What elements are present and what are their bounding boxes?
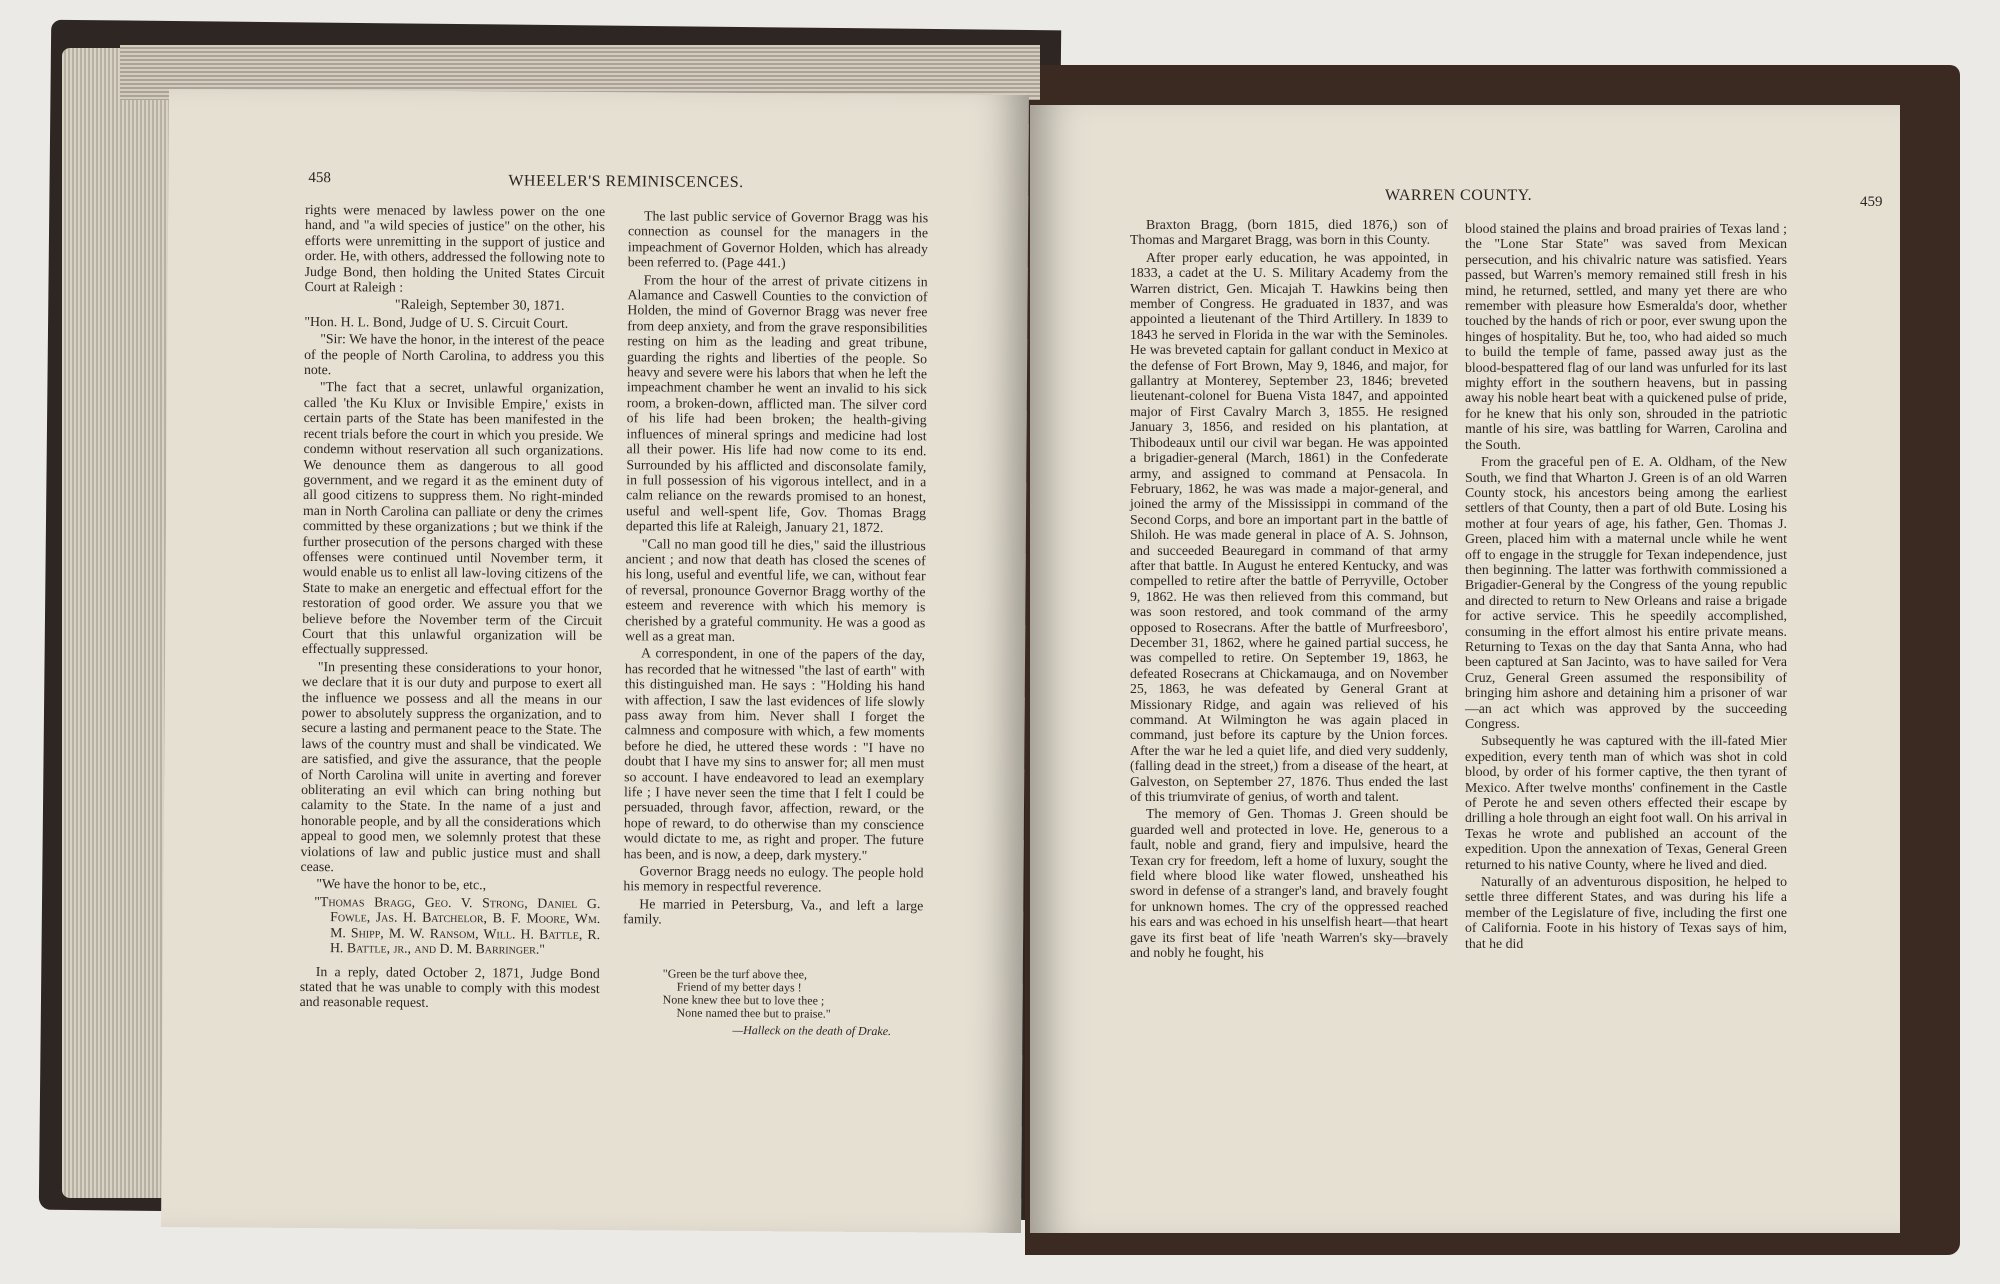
- paragraph: Braxton Bragg, (born 1815, died 1876,) son of Thomas and Margaret Bragg, was born in this County.: [1130, 217, 1448, 248]
- poem-line: None knew thee but to love thee ;: [662, 992, 825, 1008]
- paragraph: From the hour of the arrest of private citizens in Alamance and Caswell Counties to the conviction of Holden, the mind of Governor Bragg was never free from deep anxiety, and from the grave responsibilities resting on him as the leading and great tribune, guarding the rights and liberties of the people. So heavy and severe were his labors that when he left the impeachment chamber he went an invalid to his sick room, a broken-down, afflicted man. The silver cord of his life had been broken; the health-giving influences of mineral springs and medicine had lost all their power. His life had now come to its end. Surrounded by his afflicted and disconsolate family, in full possession of his vigorous intellect, and in a calm reliance on the rewards promised to an honest, useful and well-spent life, Gov. Thomas Bragg departed this life at Raleigh, January 21, 1872.: [625, 271, 928, 536]
- paragraph: "In presenting these considerations to your honor, we declare that it is our duty and purpose to exert all the influence we possess and all the means in our power to absolutely suppress the organization, and to secure a lasting and permanent peace to the State. The laws of the country must and shall be vindicated. We are satisfied, and give the assurance, that the people of North Carolina will unite in averting and forever obliterating an evil which can bring nothing but calamity to the State. In the name of a just and honorable people, and by all the considerations which appeal to good men, we solemnly protest that these violations of law and public justice must and shall cease.: [300, 658, 603, 875]
- poem-line: Friend of my better days !: [676, 979, 802, 995]
- poem-line: None named thee but to praise.": [676, 1005, 831, 1021]
- paragraph: The memory of Gen. Thomas J. Green should be guarded well and protected in love. He, generous to a fault, noble and grand, fiery and impulsive, heard the Texan cry for freedom, left a home of luxury, sought the field where blood like water flowed, unsheathed his sword in defense of a stranger's land, and bravely fought for unknown homes. The cry of the oppressed reached his ears and was echoed in his unselfish heart—that heart gave its first beat of life 'neath Warren's sky—bravely and nobly he fought, his: [1130, 806, 1448, 961]
- running-head: WHEELER'S REMINISCENCES.: [508, 172, 744, 192]
- page-number: 458: [308, 169, 331, 187]
- paragraph: He married in Petersburg, Va., and left a large family.: [623, 896, 924, 927]
- paragraph: A correspondent, in one of the papers of the day, has recorded that he witnessed "the last of earth" with this distinguished man. He says : "Holding his hand with affection, I saw the last evidences of life slowly pass away from him. Never shall I forget the calmness and composure with which, a few moments before he died, he uttered these words : "I have no doubt that I have my sins to answer for; all men must so account. I have endeavored to lead an exemplary life ; I have never seen the time that I felt I could be persuaded, through favor, affection, reward, or the hope of reward, to do otherwise than my conscience would dictate to me, as right and proper. The future has been, and is now, a deep, dark mystery.": [623, 645, 926, 863]
- left-column-2: [622, 208, 928, 1038]
- paragraph: In a reply, dated October 2, 1871, Judge Bond stated that he was unable to comply with this modest and reasonable request.: [299, 963, 600, 1011]
- paragraph: blood stained the plains and broad prairies of Texas land ; the "Lone Star State" was saved from Mexican persecution, and his chivalric nature was satisfied. Years passed, but Warren's memory remained still fresh in his mind, he returned, settled, and many yet there are who remember with pleasure how Esmeralda's door, whether touched by the hands of rich or poor, ever swung upon the hinges of hospitality. But he, too, who had aided so much to build the temple of fame, passed away just as the blood-bespattered flag of our land was unfurled for its last mighty effort in the southern heavens, but in passing away his noble heart beat with a quickened pulse of pride, for he knew that his only son, shrouded in the patriotic mantle of his sire, was battling for Warren, Carolina and the South.: [1465, 221, 1787, 452]
- paragraph: "Call no man good till he dies," said the illustrious ancient ; and now that death has closed the scenes of his long, useful and eventful life, we can, without fear of reversal, pronounce Governor Bragg worthy of the esteem and reverence with which his memory is cherished by a grateful community. He was a good as well as a great man.: [625, 535, 926, 644]
- poem-citation: —Halleck on the death of Drake.: [732, 1022, 892, 1038]
- running-head: WARREN COUNTY.: [1385, 187, 1533, 204]
- poem-quote: [662, 967, 922, 1038]
- page-edges-side: [62, 48, 172, 1198]
- paragraph: Naturally of an adventurous disposition, he helped to settle three different States, and was during his life a member of the Legislature of five, including the first one of California. Foote in his history of Texas says of him, that he did: [1465, 874, 1787, 951]
- paragraph: "The fact that a secret, unlawful organization, called 'the Ku Klux or Invisible Empire,' exists in certain parts of the State has been manifested in the recent trials before the court in which you preside. We condemn without reservation all such organizations. We denounce them as dangerous to all good government, and we regard it as the eminent duty of all good citizens to suppress them. No right-minded man in North Carolina can palliate or deny the crimes committed by these organizations ; but we think if the further prosecution of the persons charged with these offenses were continued until November term, it would enable us to enlist all law-loving citizens of the State to make an energetic and effectual effort for the restoration of good order. We assure you that we believe before the November term of the Circuit Court that this unlawful organization will be effectually suppressed.: [302, 379, 604, 658]
- right-column-1: [1130, 217, 1448, 963]
- paragraph: After proper early education, he was appointed, in 1833, a cadet at the U. S. Military Academy from the Warren district, Gen. Micajah T. Hawkins being then member of Congress. He graduated in 1837, and was appointed a lieutenant of the Third Artillery. In 1839 to 1843 he served in Florida in the war with the Seminoles. He was breveted captain for gallant conduct in Mexico at the defense of Fort Brown, May 9, 1846, and major, for gallantry at Monterey, September 23, 1846; breveted lieutenant-colonel for Buena Vista 1847, and appointed major of First Cavalry March 3, 1855. He resigned January 3, 1856, and resided on his plantation, at Thibodeaux until our civil war began. He was appointed a brigadier-general (March, 1861) in the Confederate army, and assigned to command at Pensacola. In February, 1862, he was was made a major-general, and joined the army of the Mississippi in command of the Second Corps, and bore an important part in the battle of Shiloh. He was made general in place of A. S. Johnson, and succeeded Beauregard in command of that army after that battle. In August he entered Kentucky, and was compelled to retire after the battle of Perryville, October 9, 1862. He was then relieved from this command, but was soon restored, and took command of the army opposed to Rosecrans. After the battle of Murfreesboro', December 31, 1862, where he gained partial success, he was compelled to retire. On September 19, 1863, he defeated Rosecrans at Chickamauga, and on November 25, 1863, he was defeated by General Grant at Missionary Ridge, and again was relieved of his command. At Wilmington he was again placed in command, just before its capture by the Union forces. After the war he led a quiet life, and died very suddenly, (falling dead in the street,) from a disease of the heart, at Galveston, on September 27, 1876. Thus ended the last of this triumvirate of genius, of worth and talent.: [1130, 249, 1448, 805]
- paragraph: Subsequently he was captured with the ill-fated Mier expedition, every tenth man of which was shot in cold blood, by order of his former captive, the then tyrant of Mexico. After twelve months' confinement in the Castle of Perote he and seven others effected their escape by drilling a hole through an eight foot wall. On his arrival in Texas he wrote and published an account of the expedition. Upon the annexation of Texas, General Green returned to his native County, where he lived and died.: [1465, 733, 1787, 872]
- letter-closing: "We have the honor to be, etc.,: [316, 876, 487, 893]
- paragraph: rights were menaced by lawless power on the one hand, and "a wild species of justice" on the other, his efforts were unremitting in the support of justice and order. He, with others, addressed the following note to Judge Bond, then holding the United States Circuit Court at Raleigh :: [304, 201, 606, 295]
- letter-signatories: "Thomas Bragg, Geo. V. Strong, Daniel G. Fowle, Jas. H. Batchelor, B. F. Moore, Wm. M. Shipp, M. W. Ransom, Will. H. Battle, R. H. Battle, jr., and D. M. Barringer.": [314, 893, 601, 957]
- page-number: 459: [1860, 194, 1883, 210]
- paragraph: "Sir: We have the honor, in the interest of the peace of the people of North Carolina, to address you this note.: [303, 331, 605, 378]
- poem-line: "Green be the turf above thee,: [662, 966, 808, 982]
- right-page: [1030, 105, 1900, 1233]
- right-column-2: [1465, 221, 1787, 953]
- paragraph: From the graceful pen of E. A. Oldham, of the New South, we find that Wharton J. Green is of an old Warren County stock, his ancestors being among the earliest settlers of that County, then a part of old Bute. Losing his mother at four years of age, his father, Gen. Thomas J. Green, placed him with a maternal uncle while he went off to engage in the struggle for Texan independence, just then beginning. The latter was forthwith commissioned a Brigadier-General by the Congress of the young republic and directed to return to New Orleans and raise a brigade for active service. This he speedily accomplished, consuming in the effort almost his entire private means. Returning to Texas on the day that Santa Anna, who had been captured at San Jacinto, was to have sailed for Vera Cruz, General Green assumed the responsibility of bringing him ashore and detaining him a prisoner of war—an act which was approved by the succeeding Congress.: [1465, 454, 1787, 731]
- paragraph: The last public service of Governor Bragg was his connection as counsel for the managers in the impeachment of Governor Holden, which has already been referred to. (Page 441.): [627, 208, 929, 271]
- letter-address: "Hon. H. L. Bond, Judge of U. S. Circuit Court.: [304, 313, 569, 331]
- paragraph: Governor Bragg needs no eulogy. The people hold his memory in respectful reverence.: [623, 863, 924, 896]
- letter-dateline: "Raleigh, September 30, 1871.: [394, 297, 565, 314]
- left-page: [161, 89, 1029, 1233]
- left-column-1: [300, 202, 606, 1014]
